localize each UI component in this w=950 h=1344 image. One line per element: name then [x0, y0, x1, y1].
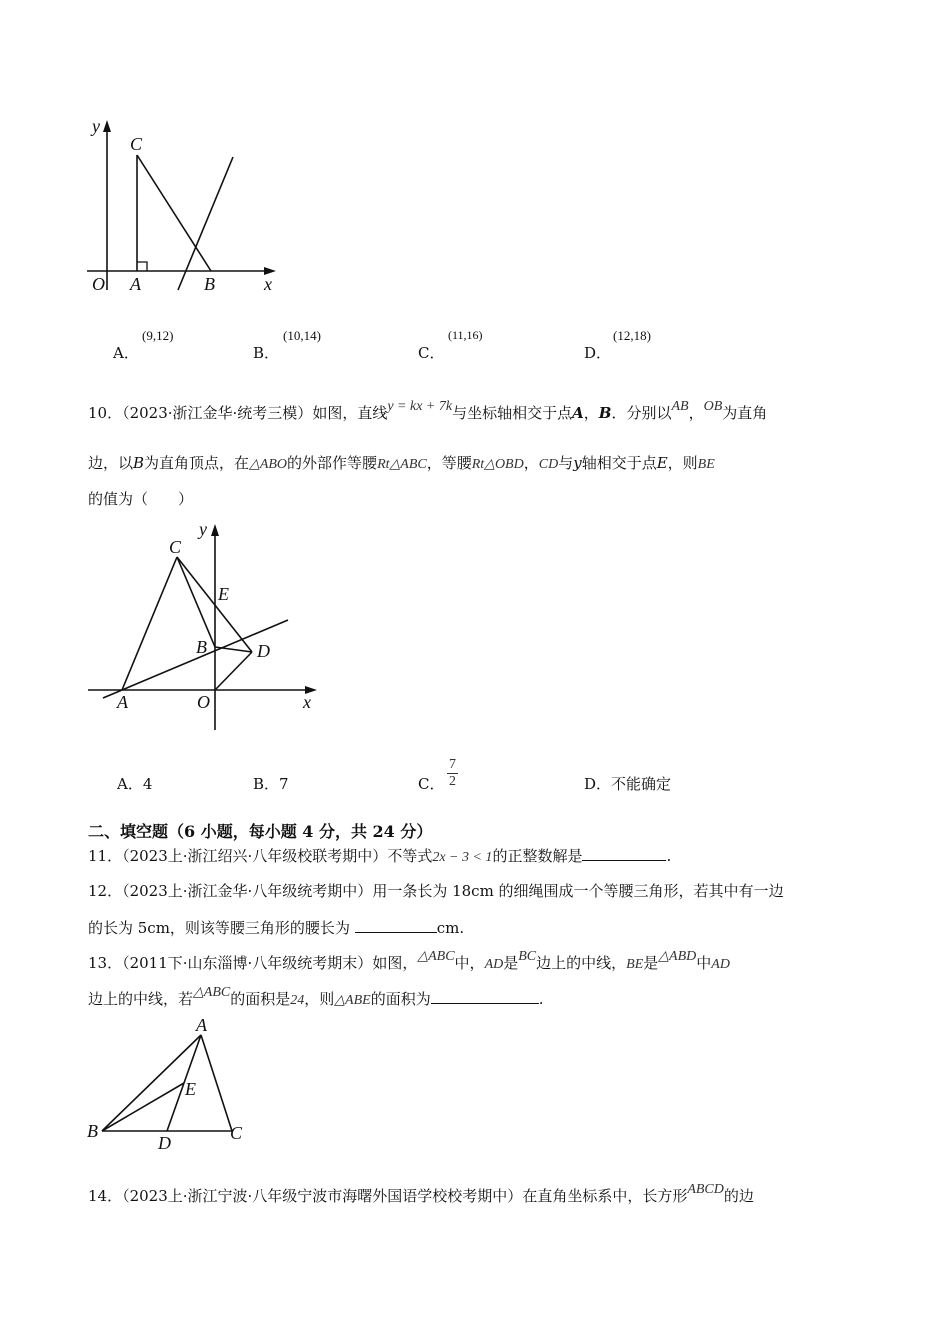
q12-line1: 12．（2023上·浙江金华·八年级统考期中）用一条长为 18cm 的细绳围成一个等腰三角形，若其中有一边 [88, 882, 784, 900]
q10-line1: 10．（2023·浙江金华·统考三模）如图，直线y = kx + 7k与坐标轴相交于点A，B．分别以AB，OB为直角 [88, 399, 768, 422]
q9-option-b: B． [253, 344, 280, 362]
fig10-label-d: D [257, 641, 270, 661]
fig9-label-a: A [130, 274, 141, 294]
q9-option-a-value: (9,12) [142, 328, 174, 343]
q10-line2: 边，以B为直角顶点，在△ABO的外部作等腰Rt△ABC，等腰Rt△OBD，CD与y轴相交于点E，则BE [88, 454, 715, 472]
q10-option-b: B．7 [253, 775, 289, 793]
fig10-label-c: C [169, 537, 182, 557]
q10-option-a: A．4 [117, 775, 153, 793]
q9-option-d-value: (12,18) [613, 328, 651, 343]
q9-option-c: C． [418, 344, 445, 362]
q10-option-c: C． [418, 775, 445, 793]
q14-line1: 14．（2023上·浙江宁波·八年级宁波市海曙外国语学校校考期中）在直角坐标系中，长方形ABCD的边 [88, 1182, 754, 1205]
fig9-label-b: B [204, 274, 215, 294]
fig10-label-b: B [196, 637, 207, 657]
q13-line2: 边上的中线，若△ABC的面积是24，则△ABE的面积为 . [88, 985, 544, 1008]
fig10-label-y: y [199, 519, 207, 539]
q10-option-c-fraction: $\frac{7}{2}$ [449, 757, 456, 789]
q13-line1: 13．（2011下·山东淄博·八年级统考期末）如图，△ABC中，AD是BC边上的中线，BE是△ABD中AD [88, 949, 730, 972]
q9-figure [80, 110, 290, 300]
q9-option-c-value: (11,16) [448, 328, 483, 342]
q10-option-d: D．不能确定 [584, 775, 672, 793]
q13-figure [82, 1015, 262, 1155]
fig10-label-x: x [303, 692, 311, 712]
fig9-label-x: x [264, 274, 272, 294]
fig9-label-c: C [130, 134, 143, 154]
q10-figure [85, 515, 325, 735]
fig13-label-c: C [230, 1123, 243, 1143]
fig10-label-e: E [218, 584, 229, 604]
q11-inequality: 2x − 3 < 1 [432, 850, 493, 865]
fig13-label-a: A [196, 1015, 207, 1035]
q9-option-d: D． [584, 344, 612, 362]
q9-option-b-value: (10,14) [283, 328, 321, 343]
fig10-label-o: O [197, 692, 210, 712]
q13-answer-blank[interactable] [431, 989, 539, 1004]
fig9-label-o: O [92, 274, 105, 294]
section-2-title: 二、填空题（6 小题，每小题 4 分，共 24 分） [88, 822, 433, 841]
q11-line: 11．（2023上·浙江绍兴·八年级校联考期中）不等式2x − 3 < 1的正整数解是 . [88, 847, 672, 865]
fig9-label-y: y [92, 116, 100, 136]
q12-line2: 的长为 5cm，则该等腰三角形的腰长为 cm. [88, 919, 465, 937]
fig13-label-d: D [158, 1133, 171, 1153]
q10-line3: 的值为（ ） [88, 490, 194, 508]
fig13-label-e: E [185, 1079, 196, 1099]
fig13-label-b: B [87, 1121, 98, 1141]
q11-answer-blank[interactable] [582, 846, 666, 861]
q10-equation: y = kx + 7k [387, 399, 453, 414]
fig10-label-a: A [117, 692, 128, 712]
q9-option-a: A． [113, 344, 139, 362]
q12-answer-blank[interactable] [355, 918, 437, 933]
